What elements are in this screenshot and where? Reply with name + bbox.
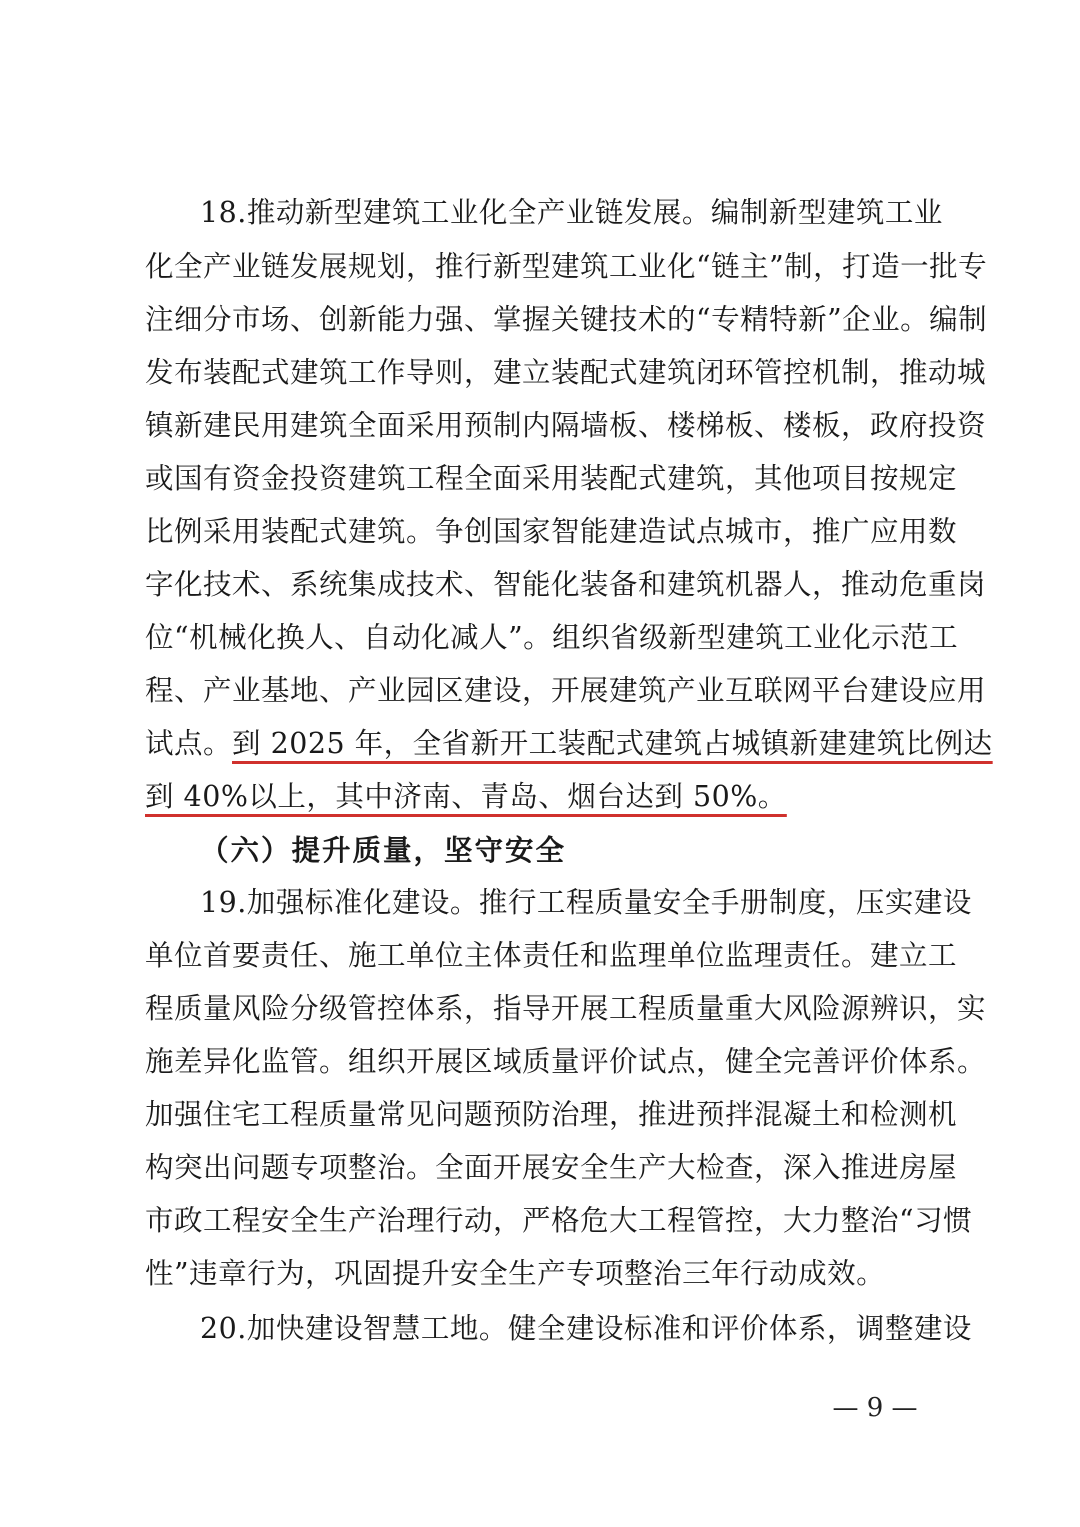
paragraph-18-line-8: 字化技术、系统集成技术、智能化装备和建筑机器人，推动危重岗 (145, 568, 987, 601)
paragraph-18-line-5: 镇新建民用建筑全面采用预制内隔墙板、楼梯板、楼板，政府投资 (145, 409, 987, 442)
paragraph-18-line-10: 程、产业基地、产业园区建设，开展建筑产业互联网平台建设应用 (145, 674, 987, 707)
paragraph-18-line-1: 18.推动新型建筑工业化全产业链发展。编制新型建筑工业 (200, 196, 943, 229)
paragraph-19-line-4: 施差异化监管。组织开展区域质量评价试点，健全完善评价体系。 (145, 1045, 987, 1078)
paragraph-18-line-12 (145, 770, 940, 824)
paragraph-19-line-1: 19.加强标准化建设。推行工程质量安全手册制度，压实建设 (200, 886, 972, 919)
paragraph-18-line-7: 比例采用装配式建筑。争创国家智能建造试点城市，推广应用数 (145, 515, 958, 548)
paragraph-18-line-2: 化全产业链发展规划，推行新型建筑工业化“链主”制，打造一批专 (145, 250, 988, 283)
line-11-prefix: 试点。 (145, 727, 233, 760)
paragraph-18-line-6: 或国有资金投资建筑工程全面采用装配式建筑，其他项目按规定 (145, 462, 958, 495)
paragraph-19-line-2: 单位首要责任、施工单位主体责任和监理单位监理责任。建立工 (145, 939, 958, 972)
paragraph-18-line-9: 位“机械化换人、自动化减人”。组织省级新型建筑工业化示范工 (145, 621, 959, 654)
paragraph-20-line-1: 20.加快建设智慧工地。健全建设标准和评价体系，调整建设 (200, 1312, 972, 1345)
paragraph-19-line-7: 市政工程安全生产治理行动，严格危大工程管控，大力整治“习惯 (145, 1204, 973, 1237)
page-number: — 9 — (832, 1393, 918, 1423)
section-heading: （六）提升质量，坚守安全 (200, 833, 567, 867)
highlighted-target-sentence-end: 到 40%以上，其中济南、青岛、烟台达到 50%。 (145, 780, 787, 813)
paragraph-19-line-6: 构突出问题专项整治。全面开展安全生产大检查，深入推进房屋 (145, 1151, 958, 1184)
paragraph-18-line-11 (145, 717, 993, 771)
paragraph-18-line-4: 发布装配式建筑工作导则，建立装配式建筑闭环管控机制，推动城 (145, 356, 987, 389)
paragraph-19-line-3: 程质量风险分级管控体系，指导开展工程质量重大风险源辨识，实 (145, 992, 987, 1025)
paragraph-18-line-3: 注细分市场、创新能力强、掌握关键技术的“专精特新”企业。编制 (145, 303, 988, 336)
paragraph-19-line-8: 性”违章行为，巩固提升安全生产专项整治三年行动成效。 (145, 1257, 886, 1290)
highlighted-target-sentence: 到 2025 年，全省新开工装配式建筑占城镇新建建筑比例达 (232, 727, 993, 760)
paragraph-19-line-5: 加强住宅工程质量常见问题预防治理，推进预拌混凝土和检测机 (145, 1098, 958, 1131)
